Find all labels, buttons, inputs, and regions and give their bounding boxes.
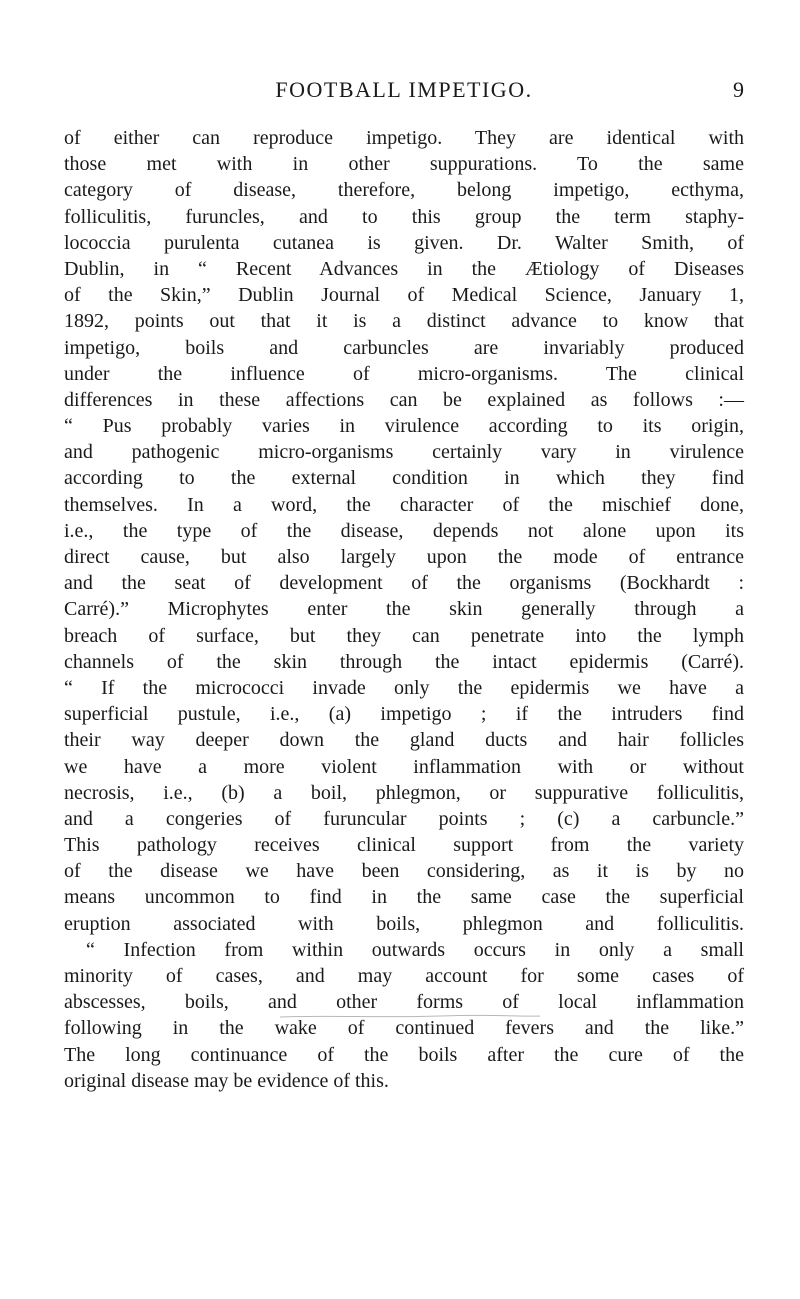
text-line: This pathology receives clinical support from the variety bbox=[64, 834, 744, 857]
text-line: breach of surface, but they can penetrate into the lymph bbox=[64, 624, 744, 647]
text-line: “ If the micrococci invade only the epidermis we have a bbox=[64, 676, 744, 699]
text-line: themselves. In a word, the character of the mischief done, bbox=[64, 493, 744, 516]
text-line: of the disease we have been considering, as it is by no bbox=[64, 860, 744, 883]
page-number: 9 bbox=[733, 77, 744, 102]
running-title: FOOTBALL IMPETIGO. bbox=[275, 77, 533, 102]
text-line: under the influence of micro-organisms. The clinical bbox=[64, 362, 744, 385]
text-line: and a congeries of furuncular points ; (c) a carbuncle.” bbox=[64, 807, 744, 830]
text-line: Dublin, in “ Recent Advances in the Ætiology of Diseases bbox=[64, 257, 744, 280]
text-line: direct cause, but also largely upon the mode of entrance bbox=[64, 546, 744, 568]
text-line: superficial pustule, i.e., (a) impetigo ; if the intruders find bbox=[64, 703, 744, 726]
text-line: and pathogenic micro-organisms certainly vary in virulence bbox=[64, 441, 744, 464]
text-line: 1892, points out that it is a distinct advance to know that bbox=[64, 310, 744, 333]
text-line: necrosis, i.e., (b) a boil, phlegmon, or suppurative folliculitis, bbox=[64, 781, 744, 804]
text-line: we have a more violent inflammation with or without bbox=[64, 755, 744, 778]
text-line: i.e., the type of the disease, depends not alone upon its bbox=[64, 519, 744, 542]
text-line: according to the external condition in which they find bbox=[64, 467, 744, 490]
text-line: “ Infection from within outwards occurs in only a small bbox=[86, 938, 744, 961]
text-line: original disease may be evidence of this. bbox=[64, 1069, 389, 1092]
body-text bbox=[64, 125, 744, 1094]
print-smudge bbox=[240, 1010, 600, 1024]
text-line: of the Skin,” Dublin Journal of Medical Science, January 1, bbox=[64, 284, 744, 307]
text-line: those met with in other suppurations. To the same bbox=[64, 153, 744, 176]
text-line: following in the wake of continued fevers and the like.” bbox=[64, 1017, 744, 1040]
text-line: minority of cases, and may account for some cases of bbox=[64, 965, 744, 987]
text-line: of either can reproduce impetigo. They are identical with bbox=[64, 127, 744, 149]
text-line: Carré).” Microphytes enter the skin generally through a bbox=[64, 598, 744, 621]
running-head bbox=[64, 74, 744, 106]
text-line: category of disease, therefore, belong impetigo, ecthyma, bbox=[64, 179, 744, 202]
text-line: The long continuance of the boils after the cure of the bbox=[64, 1043, 744, 1066]
text-line: and the seat of development of the organisms (Bockhardt : bbox=[64, 572, 744, 595]
text-line: lococcia purulenta cutanea is given. Dr. Walter Smith, of bbox=[64, 231, 744, 254]
text-line: abscesses, boils, and other forms of local inflammation bbox=[64, 991, 744, 1014]
text-line: their way deeper down the gland ducts and hair follicles bbox=[64, 729, 744, 752]
text-line: impetigo, boils and carbuncles are invariably produced bbox=[64, 336, 744, 359]
text-line: folliculitis, furuncles, and to this group the term staphy- bbox=[64, 205, 744, 228]
text-line: eruption associated with boils, phlegmon and folliculitis. bbox=[64, 912, 744, 935]
text-line: “ Pus probably varies in virulence according to its origin, bbox=[64, 415, 744, 438]
text-line: differences in these affections can be explained as follows :— bbox=[64, 388, 744, 411]
text-line: means uncommon to find in the same case the superficial bbox=[64, 886, 744, 909]
text-line: channels of the skin through the intact epidermis (Carré). bbox=[64, 650, 744, 673]
